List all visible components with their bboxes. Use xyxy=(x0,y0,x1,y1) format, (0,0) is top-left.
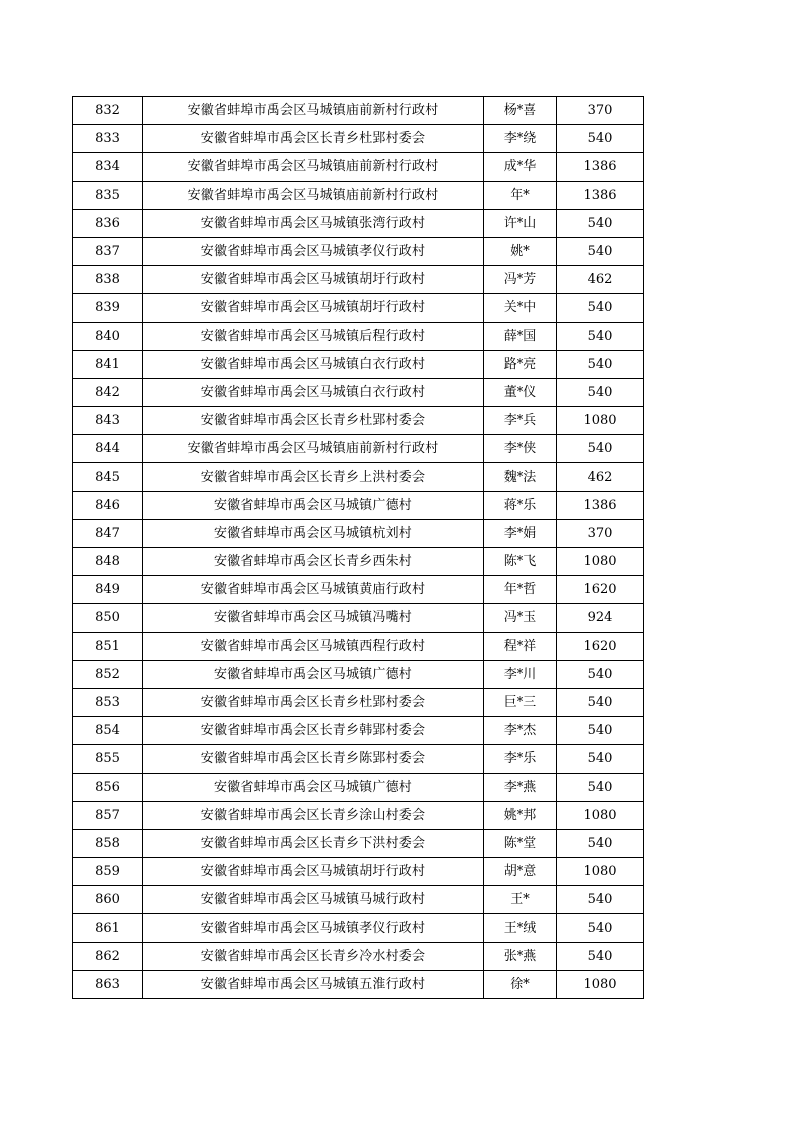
amount-cell: 462 xyxy=(557,463,644,491)
row-number-cell: 834 xyxy=(73,153,143,181)
person-name-cell: 董*仪 xyxy=(484,378,557,406)
row-number-cell: 849 xyxy=(73,576,143,604)
amount-cell: 540 xyxy=(557,378,644,406)
person-name-cell: 李*乐 xyxy=(484,745,557,773)
table-row xyxy=(73,745,644,773)
amount-cell: 540 xyxy=(557,773,644,801)
address-cell: 安徽省蚌埠市禹会区马城镇广德村 xyxy=(143,491,484,519)
row-number-cell: 848 xyxy=(73,548,143,576)
table-row xyxy=(73,970,644,998)
person-name-cell: 薛*国 xyxy=(484,322,557,350)
amount-cell: 540 xyxy=(557,942,644,970)
person-name-cell: 成*华 xyxy=(484,153,557,181)
table-row xyxy=(73,491,644,519)
amount-cell: 540 xyxy=(557,660,644,688)
table-row xyxy=(73,407,644,435)
table-row xyxy=(73,350,644,378)
table-row xyxy=(73,237,644,265)
amount-cell: 540 xyxy=(557,914,644,942)
amount-cell: 1080 xyxy=(557,548,644,576)
address-cell: 安徽省蚌埠市禹会区马城镇庙前新村行政村 xyxy=(143,153,484,181)
address-cell: 安徽省蚌埠市禹会区长青乡杜郢村委会 xyxy=(143,688,484,716)
person-name-cell: 巨*三 xyxy=(484,688,557,716)
row-number-cell: 862 xyxy=(73,942,143,970)
person-name-cell: 王* xyxy=(484,886,557,914)
row-number-cell: 832 xyxy=(73,97,143,125)
amount-cell: 1386 xyxy=(557,153,644,181)
person-name-cell: 姚*邦 xyxy=(484,801,557,829)
person-name-cell: 李*兵 xyxy=(484,407,557,435)
table-row xyxy=(73,829,644,857)
amount-cell: 540 xyxy=(557,435,644,463)
row-number-cell: 839 xyxy=(73,294,143,322)
row-number-cell: 835 xyxy=(73,181,143,209)
address-cell: 安徽省蚌埠市禹会区马城镇庙前新村行政村 xyxy=(143,181,484,209)
address-cell: 安徽省蚌埠市禹会区马城镇西程行政村 xyxy=(143,632,484,660)
address-cell: 安徽省蚌埠市禹会区马城镇后程行政村 xyxy=(143,322,484,350)
address-cell: 安徽省蚌埠市禹会区马城镇胡圩行政村 xyxy=(143,858,484,886)
row-number-cell: 851 xyxy=(73,632,143,660)
person-name-cell: 姚* xyxy=(484,237,557,265)
person-name-cell: 胡*意 xyxy=(484,858,557,886)
person-name-cell: 李*杰 xyxy=(484,717,557,745)
address-cell: 安徽省蚌埠市禹会区马城镇孝仪行政村 xyxy=(143,914,484,942)
row-number-cell: 856 xyxy=(73,773,143,801)
amount-cell: 540 xyxy=(557,886,644,914)
amount-cell: 540 xyxy=(557,350,644,378)
row-number-cell: 846 xyxy=(73,491,143,519)
address-cell: 安徽省蚌埠市禹会区长青乡杜郢村委会 xyxy=(143,125,484,153)
records-table xyxy=(72,96,644,999)
row-number-cell: 857 xyxy=(73,801,143,829)
address-cell: 安徽省蚌埠市禹会区马城镇广德村 xyxy=(143,660,484,688)
amount-cell: 540 xyxy=(557,322,644,350)
amount-cell: 540 xyxy=(557,294,644,322)
person-name-cell: 陈*飞 xyxy=(484,548,557,576)
address-cell: 安徽省蚌埠市禹会区长青乡下洪村委会 xyxy=(143,829,484,857)
amount-cell: 1080 xyxy=(557,970,644,998)
person-name-cell: 李*川 xyxy=(484,660,557,688)
person-name-cell: 冯*玉 xyxy=(484,604,557,632)
row-number-cell: 845 xyxy=(73,463,143,491)
table-row xyxy=(73,209,644,237)
person-name-cell: 陈*堂 xyxy=(484,829,557,857)
person-name-cell: 李*燕 xyxy=(484,773,557,801)
address-cell: 安徽省蚌埠市禹会区长青乡上洪村委会 xyxy=(143,463,484,491)
table-row xyxy=(73,519,644,547)
address-cell: 安徽省蚌埠市禹会区马城镇庙前新村行政村 xyxy=(143,97,484,125)
person-name-cell: 关*中 xyxy=(484,294,557,322)
address-cell: 安徽省蚌埠市禹会区马城镇白衣行政村 xyxy=(143,350,484,378)
table-row xyxy=(73,378,644,406)
address-cell: 安徽省蚌埠市禹会区马城镇胡圩行政村 xyxy=(143,266,484,294)
row-number-cell: 860 xyxy=(73,886,143,914)
row-number-cell: 853 xyxy=(73,688,143,716)
amount-cell: 540 xyxy=(557,745,644,773)
address-cell: 安徽省蚌埠市禹会区马城镇冯嘴村 xyxy=(143,604,484,632)
person-name-cell: 蒋*乐 xyxy=(484,491,557,519)
address-cell: 安徽省蚌埠市禹会区马城镇白衣行政村 xyxy=(143,378,484,406)
address-cell: 安徽省蚌埠市禹会区马城镇五淮行政村 xyxy=(143,970,484,998)
table-row xyxy=(73,576,644,604)
table-row xyxy=(73,688,644,716)
address-cell: 安徽省蚌埠市禹会区马城镇黄庙行政村 xyxy=(143,576,484,604)
address-cell: 安徽省蚌埠市禹会区长青乡西朱村 xyxy=(143,548,484,576)
records-table-body xyxy=(73,97,644,999)
table-row xyxy=(73,717,644,745)
row-number-cell: 852 xyxy=(73,660,143,688)
person-name-cell: 杨*喜 xyxy=(484,97,557,125)
amount-cell: 1386 xyxy=(557,181,644,209)
row-number-cell: 842 xyxy=(73,378,143,406)
table-row xyxy=(73,322,644,350)
row-number-cell: 861 xyxy=(73,914,143,942)
amount-cell: 540 xyxy=(557,829,644,857)
table-row xyxy=(73,604,644,632)
row-number-cell: 836 xyxy=(73,209,143,237)
person-name-cell: 年* xyxy=(484,181,557,209)
table-row xyxy=(73,801,644,829)
address-cell: 安徽省蚌埠市禹会区马城镇杭刘村 xyxy=(143,519,484,547)
row-number-cell: 850 xyxy=(73,604,143,632)
amount-cell: 540 xyxy=(557,717,644,745)
row-number-cell: 844 xyxy=(73,435,143,463)
row-number-cell: 859 xyxy=(73,858,143,886)
address-cell: 安徽省蚌埠市禹会区马城镇孝仪行政村 xyxy=(143,237,484,265)
table-row xyxy=(73,660,644,688)
amount-cell: 1386 xyxy=(557,491,644,519)
amount-cell: 1080 xyxy=(557,858,644,886)
table-row xyxy=(73,858,644,886)
amount-cell: 540 xyxy=(557,209,644,237)
row-number-cell: 838 xyxy=(73,266,143,294)
table-row xyxy=(73,435,644,463)
address-cell: 安徽省蚌埠市禹会区长青乡陈郢村委会 xyxy=(143,745,484,773)
amount-cell: 1620 xyxy=(557,576,644,604)
table-row xyxy=(73,886,644,914)
address-cell: 安徽省蚌埠市禹会区长青乡冷水村委会 xyxy=(143,942,484,970)
person-name-cell: 路*亮 xyxy=(484,350,557,378)
row-number-cell: 843 xyxy=(73,407,143,435)
table-row xyxy=(73,942,644,970)
row-number-cell: 840 xyxy=(73,322,143,350)
table-row xyxy=(73,914,644,942)
person-name-cell: 张*燕 xyxy=(484,942,557,970)
person-name-cell: 王*绒 xyxy=(484,914,557,942)
table-row xyxy=(73,773,644,801)
address-cell: 安徽省蚌埠市禹会区马城镇胡圩行政村 xyxy=(143,294,484,322)
person-name-cell: 程*祥 xyxy=(484,632,557,660)
amount-cell: 1080 xyxy=(557,407,644,435)
table-row xyxy=(73,294,644,322)
person-name-cell: 李*绕 xyxy=(484,125,557,153)
amount-cell: 924 xyxy=(557,604,644,632)
amount-cell: 540 xyxy=(557,688,644,716)
amount-cell: 540 xyxy=(557,237,644,265)
address-cell: 安徽省蚌埠市禹会区马城镇广德村 xyxy=(143,773,484,801)
row-number-cell: 837 xyxy=(73,237,143,265)
amount-cell: 370 xyxy=(557,519,644,547)
row-number-cell: 863 xyxy=(73,970,143,998)
person-name-cell: 年*哲 xyxy=(484,576,557,604)
table-row xyxy=(73,463,644,491)
table-row xyxy=(73,181,644,209)
amount-cell: 1080 xyxy=(557,801,644,829)
row-number-cell: 841 xyxy=(73,350,143,378)
amount-cell: 462 xyxy=(557,266,644,294)
amount-cell: 540 xyxy=(557,125,644,153)
person-name-cell: 许*山 xyxy=(484,209,557,237)
person-name-cell: 魏*法 xyxy=(484,463,557,491)
address-cell: 安徽省蚌埠市禹会区马城镇张湾行政村 xyxy=(143,209,484,237)
person-name-cell: 冯*芳 xyxy=(484,266,557,294)
amount-cell: 1620 xyxy=(557,632,644,660)
row-number-cell: 854 xyxy=(73,717,143,745)
table-row xyxy=(73,632,644,660)
table-row xyxy=(73,266,644,294)
address-cell: 安徽省蚌埠市禹会区长青乡杜郢村委会 xyxy=(143,407,484,435)
amount-cell: 370 xyxy=(557,97,644,125)
table-row xyxy=(73,97,644,125)
row-number-cell: 858 xyxy=(73,829,143,857)
address-cell: 安徽省蚌埠市禹会区长青乡韩郢村委会 xyxy=(143,717,484,745)
table-row xyxy=(73,548,644,576)
table-row xyxy=(73,153,644,181)
person-name-cell: 李*娟 xyxy=(484,519,557,547)
person-name-cell: 徐* xyxy=(484,970,557,998)
address-cell: 安徽省蚌埠市禹会区长青乡涂山村委会 xyxy=(143,801,484,829)
address-cell: 安徽省蚌埠市禹会区马城镇庙前新村行政村 xyxy=(143,435,484,463)
address-cell: 安徽省蚌埠市禹会区马城镇马城行政村 xyxy=(143,886,484,914)
table-row xyxy=(73,125,644,153)
person-name-cell: 李*侠 xyxy=(484,435,557,463)
row-number-cell: 855 xyxy=(73,745,143,773)
row-number-cell: 847 xyxy=(73,519,143,547)
row-number-cell: 833 xyxy=(73,125,143,153)
